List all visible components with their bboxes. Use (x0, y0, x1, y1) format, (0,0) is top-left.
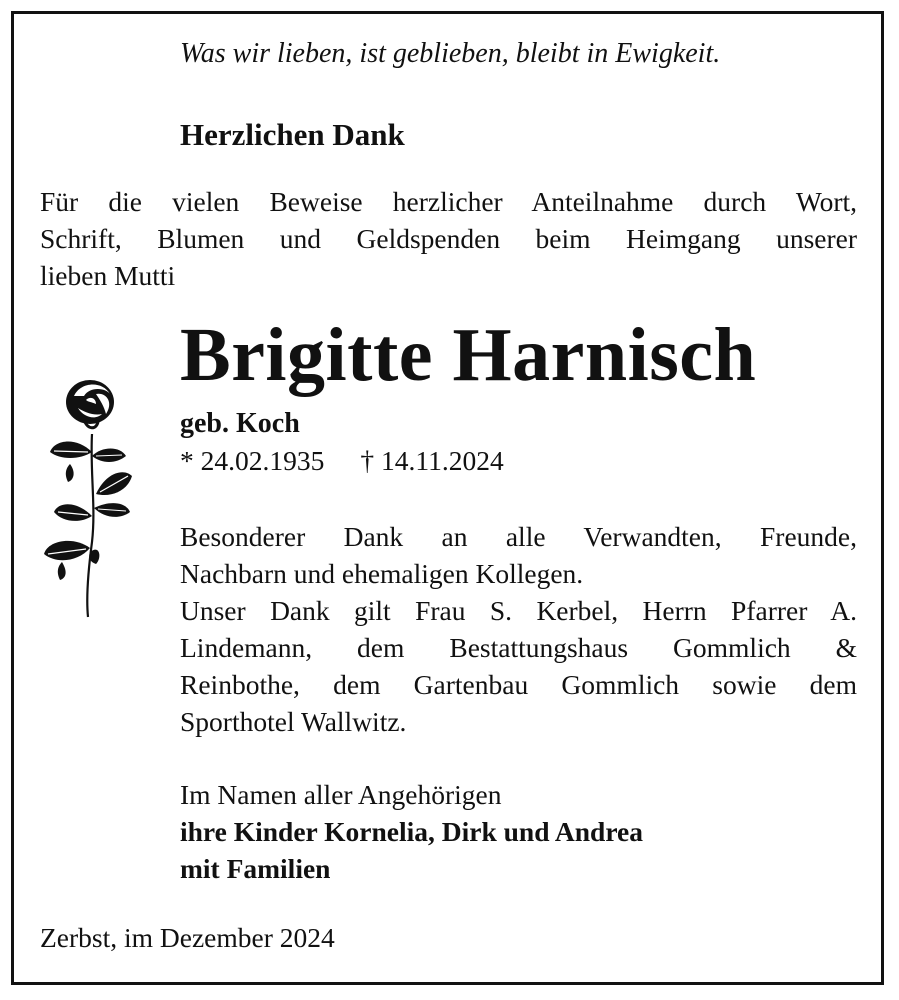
intro-line: lieben Mutti (40, 260, 176, 291)
intro-line: Schrift, Blumen und Geldspenden beim Heimgang unserer (40, 223, 857, 254)
thanks-line: Lindemann, dem Bestattungshaus Gommlich & (180, 632, 857, 663)
family-names: ihre Kinder Kornelia, Dirk und Andrea (180, 816, 643, 847)
rose-icon (40, 372, 140, 622)
thanks-line: Unser Dank gilt Frau S. Kerbel, Herrn Pfarrer A. (180, 595, 857, 626)
death-date: † 14.11.2024 (360, 445, 504, 476)
intro-text (40, 183, 857, 294)
thanks-text (180, 518, 857, 740)
family-suffix: mit Familien (180, 853, 331, 884)
family-intro: Im Namen aller Angehörigen (180, 779, 502, 810)
life-dates (180, 445, 504, 477)
deceased-name: Brigitte Harnisch (180, 313, 757, 397)
place-date: Zerbst, im Dezember 2024 (40, 922, 335, 953)
motto: Was wir lieben, ist geblieben, bleibt in Ewigkeit. (180, 38, 721, 69)
thanks-line: Reinbothe, dem Gartenbau Gommlich sowie dem (180, 669, 857, 700)
family-signature (180, 776, 643, 887)
maiden-name: geb. Koch (180, 408, 300, 439)
intro-line: Für die vielen Beweise herzlicher Anteilnahme durch Wort, (40, 186, 857, 217)
birth-date: * 24.02.1935 (180, 445, 325, 476)
thanks-line: Sporthotel Wallwitz. (180, 706, 407, 737)
thanks-line: Nachbarn und ehemaligen Kollegen. (180, 558, 584, 589)
thanks-line: Besonderer Dank an alle Verwandten, Freunde, (180, 521, 857, 552)
heading: Herzlichen Dank (180, 117, 405, 152)
